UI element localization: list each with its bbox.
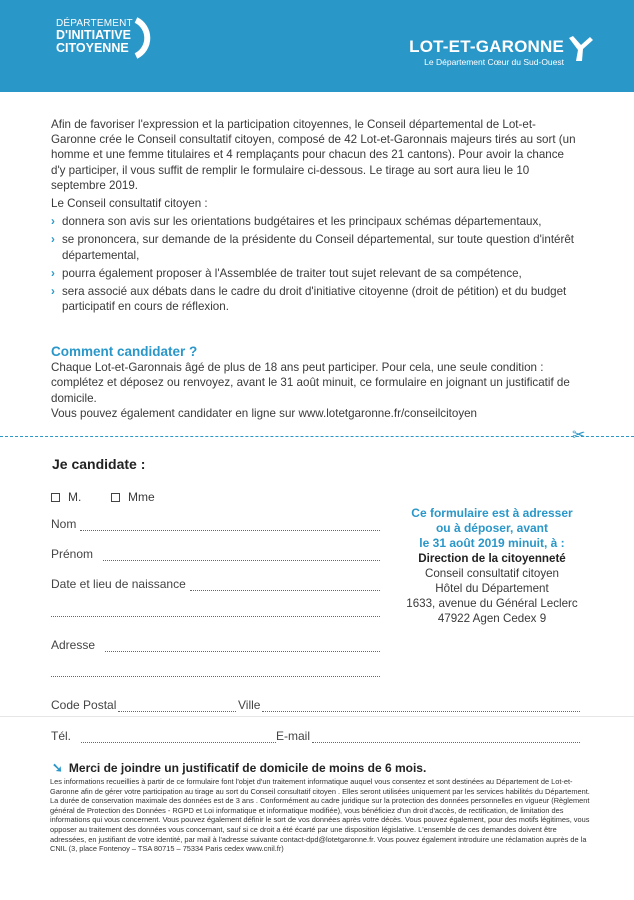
list-item-text: donnera son avis sur les orientations budgétaires et les principaux schémas départementaux, [62,215,542,229]
ville-field[interactable] [238,698,580,712]
address-line: Hôtel du Département [435,582,549,595]
lot-et-garonne-logo [409,38,564,68]
address-line: 1633, avenue du Général Leclerc [406,597,578,610]
field-line[interactable] [262,702,580,712]
initiative-arc-icon [116,14,156,62]
cta-line-2: ou à déposer, avant [435,521,549,535]
justificatif-notice [52,760,426,776]
field-line[interactable] [312,733,580,743]
address-line: 47922 Agen Cedex 9 [437,612,547,625]
cta-line-3: le 31 août 2019 minuit, à : [419,536,565,550]
logo-line-1: DÉPARTEMENT [56,18,133,29]
field-label: Code Postal [51,698,117,712]
list-item [51,284,581,314]
naissance-line-2[interactable] [51,616,380,617]
cut-line [0,436,634,437]
how-to-apply-section [51,344,581,421]
code-postal-field[interactable] [51,698,236,712]
how-heading: Comment candidater ? [51,344,198,359]
intro-paragraph: Afin de favoriser l'expression et la participation citoyennes, le Conseil départemental de Lot-et-Garonne crée le Conseil consultatif citoyen, composé de 42 Lot-et-Garonnais majeurs tirés au sort (un homme et une femme titulaires et 4 remplaçants pour chacun des 21 cantons). Pour avoir la chance d'y participer, il vous suffit de remplir le formulaire ci-dessous. Le tirage au sort aura lieu le 10 septembre 2019. [51,118,576,192]
field-label: Prénom [51,547,94,561]
field-label: Tél. [51,729,72,743]
checkbox-box[interactable] [111,493,120,502]
how-text: Chaque Lot-et-Garonnais âgé de plus de 18 ans peut participer. Pour cela, une seule condition : complétez et déposez ou renvoyez, avant le 31 août minuit, ce formulaire en joignant un justificatif de domicile. [51,361,570,405]
candidature-form [0,438,634,716]
field-label: E-mail [276,729,311,743]
list-item-text: se prononcera, sur demande de la présidente du Conseil départemental, sur toute question d'intérêt départemental, [62,233,575,262]
header-banner [0,0,634,92]
field-line[interactable] [105,642,380,652]
chevron-right-icon: › [51,285,55,299]
list-item-text: pourra également proposer à l'Assemblée de traiter tout sujet relevant de sa compétence, [62,266,522,280]
chevron-right-icon: › [51,215,55,229]
role-heading: Le Conseil consultatif citoyen : [51,197,208,211]
list-item [51,232,581,262]
field-label: Date et lieu de naissance [51,577,186,591]
field-label: Nom [51,517,77,531]
field-line[interactable] [190,581,380,591]
nom-field[interactable] [51,517,380,531]
prenom-field[interactable] [51,547,380,561]
legal-notice: Les informations recueillies à partir de ce formulaire font l'objet d'un traitement informatique auquel vous consentez et sont destinées au Département de Lot-et-Garonne afin de gérer votre participation au tirage au sort du Conseil consultatif citoyen . Elles seront utilisées uniquement par les services habilités du Département. La durée de conservation maximale des données est de 3 ans . Conformément au cadre juridique sur la protection des données personnelles en vigueur (Règlement général de Protection des Données - RGPD et Loi informatique et informatique modifiée), vous bénéficiez d'un droit d'accès, de rectification, de limitation des informations qui vous concernent. Vous pouvez également définir le sort de vos données après votre décès. Vous pouvez également, pour des motifs légitimes, vous opposer au traitement des données vous concernant, sauf si ce droit a été écarté par une disposition législative. L'ensemble de ces demandes doivent être adressées, en justifiant de votre identité, par mail à l'adresse suivante contact-dpd@lotetgaronne.fr. Vous pouvez également introduire une réclamation auprès de la CNIL (3, place Fontenoy – TSA 80715 – 75334 Paris cedex www.cnil.fr) [50,777,590,854]
logo-line-2: D'INITIATIVE [56,28,131,42]
notice-text: Merci de joindre un justificatif de domicile de moins de 6 mois. [68,761,427,775]
list-item-text: sera associé aux débats dans le cadre du droit d'initiative citoyenne (droit de pétition) et du budget participatif en cours de réflexion. [62,285,567,314]
field-line[interactable] [103,551,380,561]
field-label: Ville [238,698,261,712]
adresse-field[interactable] [51,638,380,652]
chevron-right-icon: › [51,233,55,247]
form-heading: Je candidate : [52,456,146,472]
address-line: Conseil consultatif citoyen [424,567,560,580]
checkbox-label: M. [68,490,82,504]
checkbox-box[interactable] [51,493,60,502]
tel-field[interactable] [51,729,276,743]
naissance-field[interactable] [51,577,380,591]
field-line[interactable] [118,702,236,712]
checkbox-label: Mme [128,490,155,504]
role-list [51,214,581,314]
field-label: Adresse [51,638,96,652]
checkbox-monsieur[interactable] [51,490,81,504]
online-link-text[interactable]: Vous pouvez également candidater en ligne sur www.lotetgaronne.fr/conseilcitoyen [51,406,478,420]
cta-line-1: Ce formulaire est à adresser [411,506,573,520]
department-map-icon [566,34,596,64]
field-line[interactable] [81,733,276,743]
brand-tagline: Le Département Cœur du Sud-Ouest [424,57,564,67]
arrow-down-right-icon: ➘ [52,760,63,775]
adresse-line-2[interactable] [51,676,380,677]
logo-line-3: CITOYENNE [56,41,129,55]
field-line[interactable] [80,521,380,531]
email-field[interactable] [276,729,580,743]
checkbox-madame[interactable] [111,490,155,504]
list-item [51,214,581,229]
brand-name: LOT-ET-GARONNE [409,37,564,56]
scissors-icon: ✂ [572,427,586,444]
intro-section [51,117,581,317]
direction-name: Direction de la citoyenneté [418,552,566,565]
address-box [398,506,586,626]
list-item [51,266,581,281]
chevron-right-icon: › [51,266,55,280]
